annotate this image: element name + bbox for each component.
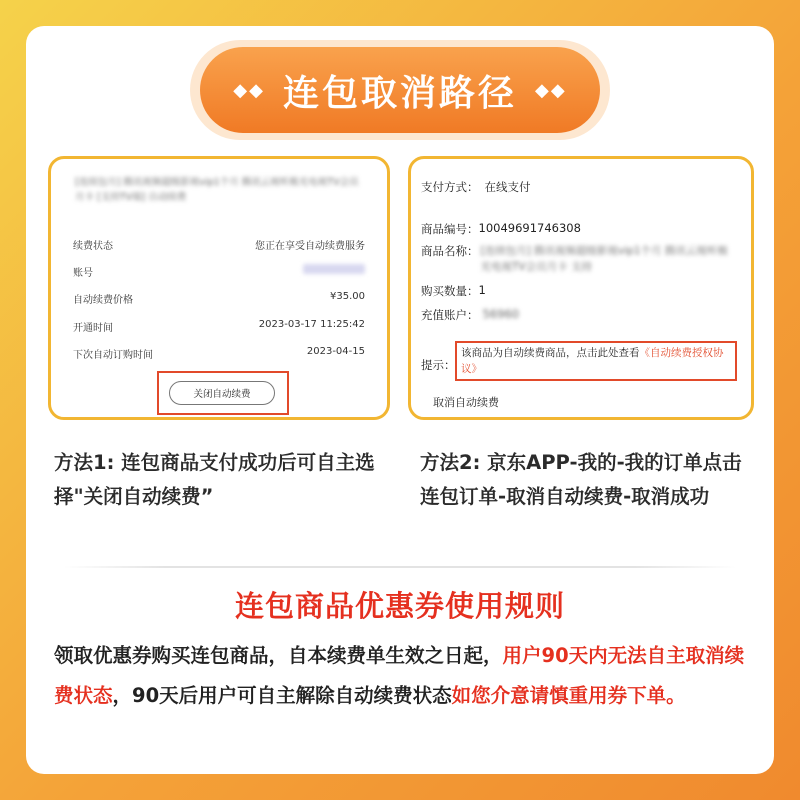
agreement-link[interactable]: 《自动续费授权协议》 [461, 347, 724, 375]
row-open-time [73, 319, 365, 334]
cancel-auto-renew-link[interactable]: 取消自动续费 [433, 396, 499, 409]
row-label: 开通时间 [73, 323, 113, 334]
blurred-account-value: 56960 [482, 307, 520, 321]
row-label: 商品名称： [421, 244, 479, 258]
method-1-description: 方法1: 连包商品支付成功后可自主选择"关闭自动续费” [54, 451, 375, 508]
row-renew-status [73, 237, 365, 252]
method-2-description: 方法2: 京东APP-我的-我的订单点击连包订单-取消自动续费-取消成功 [420, 451, 742, 508]
tip-highlight-box [455, 341, 737, 381]
blurred-account-value [303, 264, 365, 274]
row-label: 购买数量： [421, 284, 479, 298]
diamond-decoration-left: ◆◆ [233, 79, 265, 101]
row-renew-price [73, 291, 365, 306]
row-label: 账号 [73, 268, 93, 279]
row-account [73, 264, 365, 279]
rules-paragraph [54, 636, 754, 716]
row-value: 1 [478, 283, 486, 297]
row-label: 充值账户： [421, 308, 479, 322]
title-banner [200, 47, 600, 133]
tip-text: 该商品为自动续费商品，点击此处查看 [461, 347, 640, 359]
row-label: 支付方式： [421, 180, 479, 194]
row-value: 2023-03-17 11:25:42 [258, 319, 365, 330]
row-quantity [421, 283, 486, 299]
page-title: 连包取消路径 [282, 72, 517, 114]
row-recharge-account [421, 307, 519, 323]
row-payment-method [421, 179, 531, 195]
row-label: 商品编号： [421, 222, 479, 236]
row-value: 在线支付 [484, 180, 531, 194]
row-label: 下次自动订购时间 [73, 350, 153, 361]
screenshot-auto-renew-settings [48, 156, 390, 420]
row-next-order-time [73, 346, 365, 361]
section-divider [64, 566, 736, 568]
rules-warning-text: 用户90天内无法自主取消续费状态 [54, 644, 745, 707]
blurred-product-header: [连续包月] 腾讯视频超级影视vip1个月 腾讯云视听极光电视TV会员月卡 [支持TV端] 自动续费 [75, 177, 359, 203]
row-value: 2023-04-15 [306, 346, 365, 357]
rules-title: 连包商品优惠券使用规则 [234, 589, 565, 623]
close-button-highlight [157, 371, 289, 415]
row-value: ¥35.00 [330, 291, 365, 302]
tip-label: 提示： [421, 358, 456, 372]
rules-text-part: ，90天后用户可自主解除自动续费状态 [112, 684, 452, 707]
row-product-name [421, 243, 731, 275]
close-auto-renew-button[interactable]: 关闭自动续费 [169, 381, 275, 405]
rules-caution-text: 如您介意请慎重用券下单。 [451, 684, 686, 707]
row-value: 您正在享受自动续费服务 [255, 241, 365, 252]
blurred-product-name: [连续包月] 腾讯视频超级影视vip1个月 腾讯云视听极光电视TV会员月卡 支持 [480, 245, 728, 273]
diamond-decoration-right: ◆◆ [535, 79, 567, 101]
row-label: 自动续费价格 [73, 295, 133, 306]
row-label: 续费状态 [73, 241, 113, 252]
row-product-number [421, 221, 581, 237]
row-value: 10049691746308 [478, 221, 581, 235]
screenshot-order-detail [408, 156, 754, 420]
rules-text-part: 领取优惠券购买连包商品，自本续费单生效之日起， [54, 644, 503, 667]
